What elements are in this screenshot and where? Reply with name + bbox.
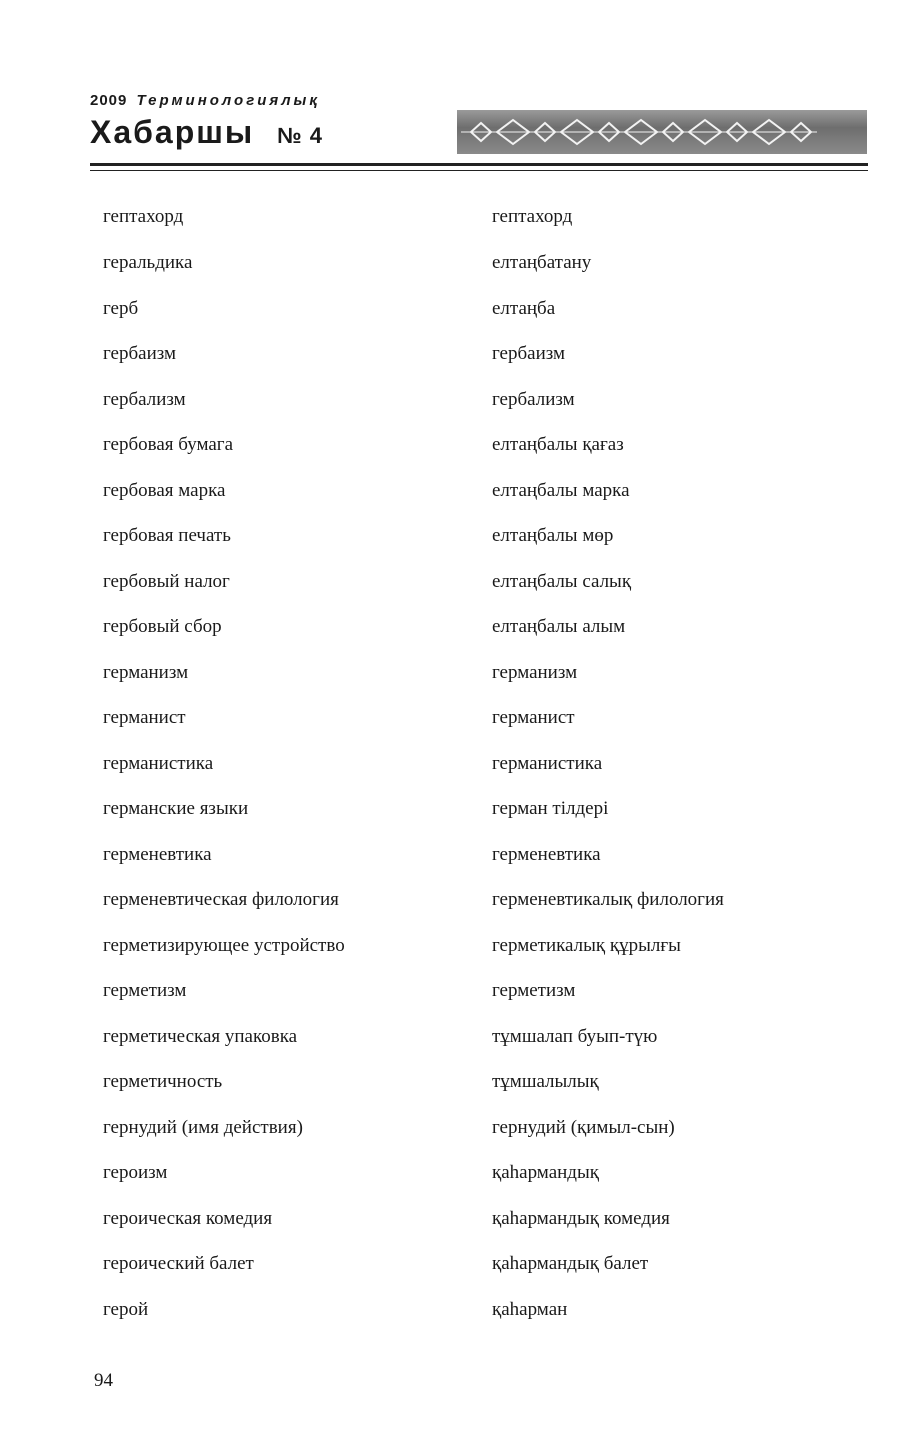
ornament-band [457, 110, 867, 154]
term-ru: гербализм [103, 389, 186, 410]
term-kk: елтаңбалы марка [492, 480, 630, 501]
term-kk: гербаизм [492, 343, 566, 364]
term-kk: германизм [492, 662, 578, 683]
term-ru: гербовый сбор [103, 616, 222, 637]
term-kk: гернудий (қимыл-сын) [492, 1117, 675, 1138]
term-ru: герметичность [103, 1071, 223, 1092]
term-kk: елтаңбалы алым [492, 616, 626, 637]
journal-title: Хабаршы [90, 114, 255, 150]
term-ru: гербовая печать [103, 525, 231, 546]
term-ru: гербовый налог [103, 571, 230, 592]
term-kk: гептахорд [492, 206, 573, 227]
term-kk: тұмшалылық [492, 1071, 599, 1092]
term-kk: гербализм [492, 389, 575, 410]
term-ru: германизм [103, 662, 189, 683]
term-ru: гербовая марка [103, 480, 226, 501]
term-ru: героическая комедия [103, 1208, 273, 1229]
term-kk: германистика [492, 753, 603, 774]
term-ru: герметизм [103, 980, 187, 1001]
term-kk: герменевтикалық филология [492, 889, 724, 910]
term-ru: гербаизм [103, 343, 177, 364]
term-ru: героический балет [103, 1253, 254, 1274]
term-kk: елтаңбалы мөр [492, 525, 614, 546]
term-kk: герман тілдері [492, 798, 609, 819]
term-ru: герметизирующее устройство [103, 935, 345, 956]
header-subtitle: Терминологиялық [136, 92, 320, 109]
term-kk: қаһармандық комедия [492, 1208, 670, 1229]
term-ru: герб [103, 298, 139, 319]
header-year-line [90, 92, 320, 109]
term-ru: герметическая упаковка [103, 1026, 298, 1047]
ornament-pattern-icon [457, 110, 867, 154]
term-kk: герменевтика [492, 844, 601, 865]
header-title-line [90, 112, 323, 156]
term-ru: германистика [103, 753, 214, 774]
term-ru: гептахорд [103, 206, 184, 227]
term-ru: германские языки [103, 798, 249, 819]
term-ru: героизм [103, 1162, 168, 1183]
term-ru: герменевтика [103, 844, 212, 865]
term-kk: германист [492, 707, 575, 728]
header-rule-thin [90, 170, 868, 171]
term-ru: герменевтическая филология [103, 889, 339, 910]
term-kk: елтаңбалы қағаз [492, 434, 624, 455]
term-ru: герой [103, 1299, 149, 1320]
term-kk: герметикалық құрылғы [492, 935, 681, 956]
header-year: 2009 [90, 92, 128, 109]
page-number: 94 [94, 1370, 113, 1391]
term-kk: қаһармандық балет [492, 1253, 649, 1274]
header-rule-thick [90, 163, 868, 166]
term-kk: елтаңбатану [492, 252, 592, 273]
term-kk: елтаңбалы салық [492, 571, 632, 592]
term-kk: елтаңба [492, 298, 556, 319]
term-ru: гернудий (имя действия) [103, 1117, 303, 1138]
issue-number: № 4 [277, 123, 324, 148]
term-kk: тұмшалап буып-түю [492, 1026, 658, 1047]
term-kk: қаһармандық [492, 1162, 599, 1183]
term-ru: германист [103, 707, 186, 728]
term-ru: гербовая бумага [103, 434, 234, 455]
term-kk: герметизм [492, 980, 576, 1001]
term-ru: геральдика [103, 252, 193, 273]
term-kk: қаһарман [492, 1299, 568, 1320]
